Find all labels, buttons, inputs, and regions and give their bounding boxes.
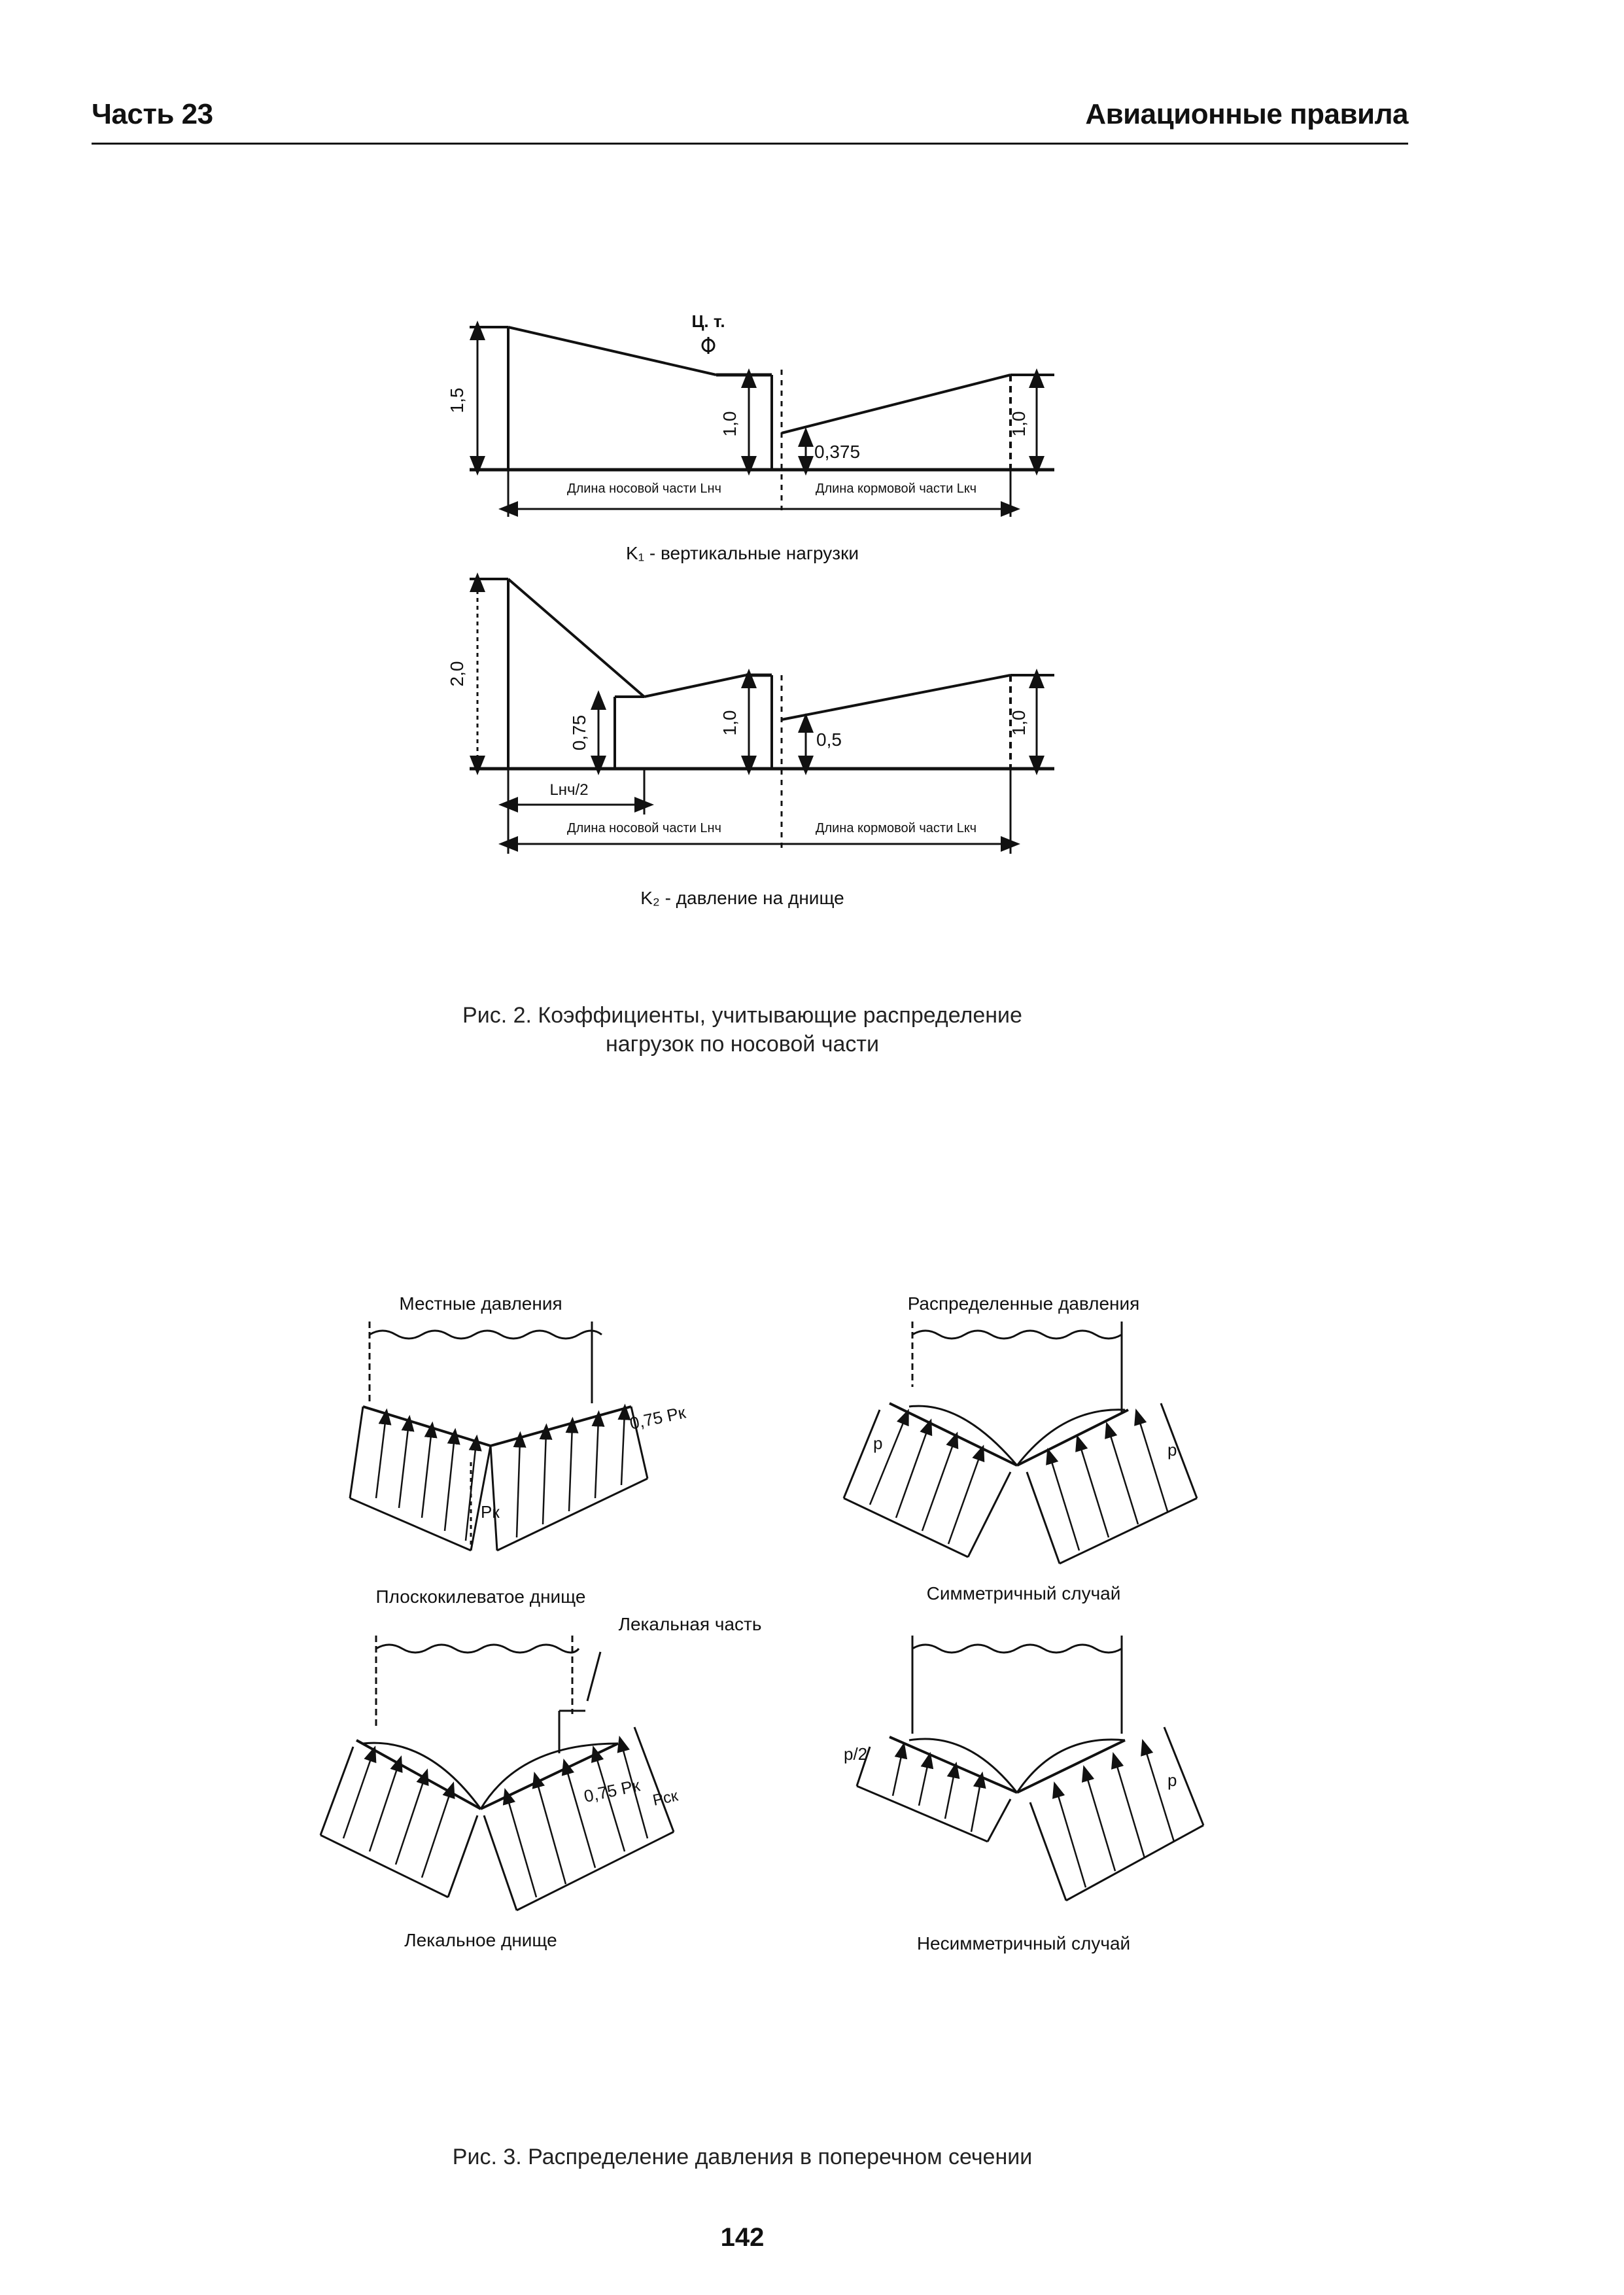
k2-caption: K₂ - давление на днище	[640, 888, 844, 908]
k2-mid-label: 0,75	[569, 714, 589, 751]
k1-cg-label: Ц. т.	[691, 311, 725, 331]
panel-br-caption: Несимметричный случай	[916, 1933, 1131, 1953]
k2-ymax-label: 2,0	[447, 661, 467, 687]
k1-aft-end-label: 1,0	[1009, 411, 1029, 437]
k2-aft-start-label: 0,5	[816, 729, 842, 750]
header-part: Часть 23	[92, 98, 213, 130]
panel-br-drawing	[857, 1636, 1203, 1901]
panel-tr-caption: Симметричный случай	[926, 1583, 1121, 1603]
panel-tl-label-a: 0,75 Pк	[628, 1402, 687, 1433]
figure2-caption-line1: Рис. 2. Коэффициенты, учитывающие распределение	[462, 1003, 1022, 1028]
header-title: Авиационные правила	[1085, 98, 1408, 130]
k2-aft-end-label: 1,0	[1009, 710, 1029, 736]
k2-nose-length-label: Длина носовой части Lнч	[567, 821, 721, 835]
panel-bl-label-a: 0,75 Pк	[582, 1775, 642, 1806]
panel-tl-caption: Плоскокилеватое днище	[375, 1586, 586, 1607]
panel-bl-caption: Лекальное днище	[404, 1930, 557, 1950]
k2-step-label: 1,0	[719, 710, 740, 736]
k1-aft-start-label: 0,375	[814, 442, 861, 462]
k2-labels	[447, 661, 1029, 908]
panel-tr-label-b: p	[1167, 1440, 1177, 1460]
fig3-drawings	[320, 1322, 1203, 1910]
panel-br-label-b: p	[1167, 1770, 1177, 1790]
figure2-caption-line2: нагрузок по носовой части	[605, 1032, 879, 1057]
k2-chart	[470, 579, 1054, 854]
panel-tl-title: Местные давления	[399, 1293, 562, 1314]
panel-tr-drawing	[844, 1322, 1197, 1564]
panel-tr-label-a: p	[873, 1433, 883, 1453]
k2-half-nose-label: Lнч/2	[549, 781, 589, 799]
panel-tl-label-b: Pк	[481, 1502, 500, 1522]
k1-nose-length-label: Длина носовой части Lнч	[567, 482, 721, 496]
panel-bl-callout: Лекальная часть	[618, 1614, 762, 1634]
k1-ymax-label: 1,5	[447, 387, 467, 413]
panel-bl-drawing	[320, 1636, 674, 1910]
k1-step-label: 1,0	[719, 411, 740, 437]
k1-caption: K₁ - вертикальные нагрузки	[625, 543, 859, 563]
k2-aft-length-label: Длина кормовой части Lкч	[815, 821, 977, 835]
panel-bl-label-b: Pск	[651, 1787, 680, 1810]
panel-tr-title: Распределенные давления	[907, 1293, 1140, 1314]
panel-br-label-a: p/2	[844, 1744, 868, 1764]
fig3-labels	[376, 1293, 1177, 1953]
k1-labels	[447, 311, 1029, 563]
page-number: 142	[720, 2223, 765, 2252]
k1-aft-length-label: Длина кормовой части Lкч	[815, 482, 977, 496]
figure3-caption: Рис. 3. Распределение давления в поперечном сечении	[452, 2145, 1033, 2169]
